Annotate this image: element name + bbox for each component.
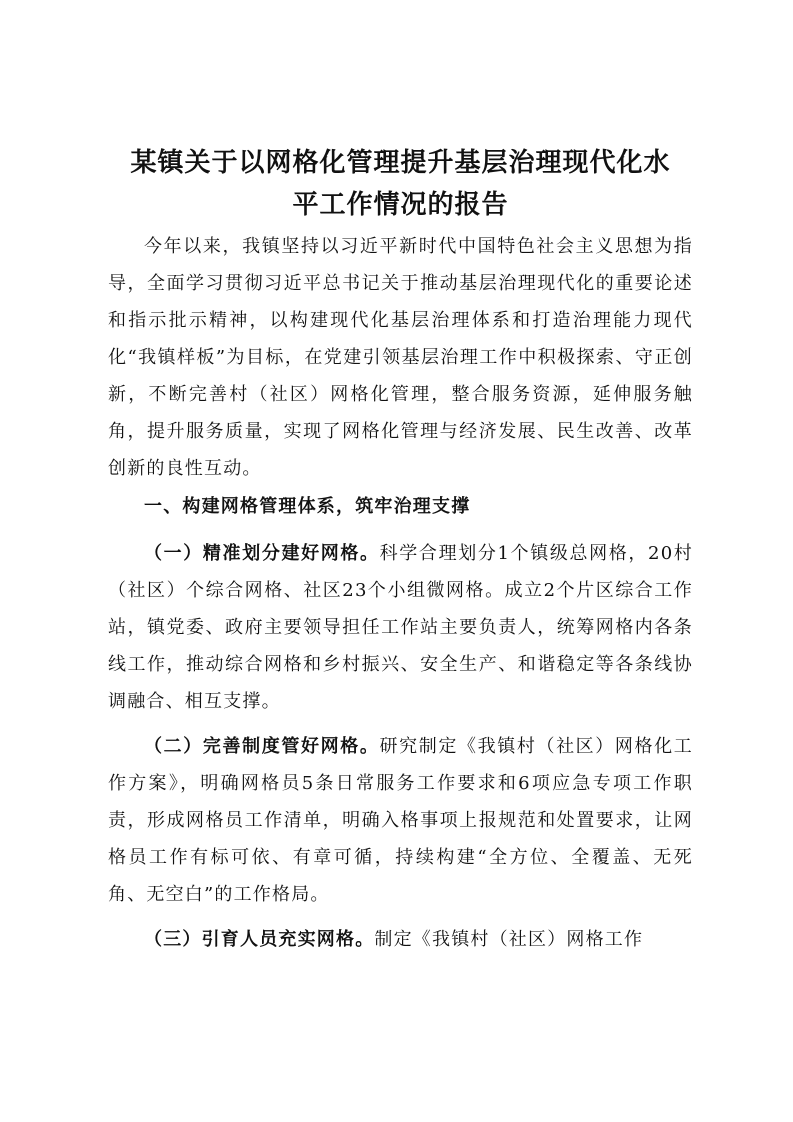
document-page	[108, 142, 693, 958]
subsection-paragraph-2	[108, 728, 693, 913]
subsection-body-1: 科学合理划分1个镇级总网格，20村（社区）个综合网格、社区23个小组微网格。成立2个片区综合工作站，镇党委、政府主要领导担任工作站主要负责人，统筹网格内各条线工作，推动综合网格和乡村振兴、安全生产、和谐稳定等各条线协调融合、相互支撑。	[108, 543, 693, 712]
section-heading-1: 一、构建网格管理体系，筑牢治理支撑	[144, 496, 471, 517]
title-line-2: 平工作情况的报告	[292, 190, 509, 220]
subsection-lead-1: （一）精准划分建好网格。	[144, 543, 380, 564]
subsection-paragraph-1	[108, 535, 693, 720]
subsection-lead-3: （三）引育人员充实网格。	[144, 929, 375, 950]
subsection-paragraph-3	[108, 921, 693, 958]
document-title	[108, 142, 693, 226]
subsection-body-3: 制定《我镇村（社区）网格工作	[374, 929, 644, 950]
intro-paragraph: 今年以来，我镇坚持以习近平新时代中国特色社会主义思想为指导，全面学习贯彻习近平总书记关于推动基层治理现代化的重要论述和指示批示精神，以构建现代化基层治理体系和打造治理能力现代化“我镇样板”为目标，在党建引领基层治理工作中积极探索、守正创新，不断完善村（社区）网格化管理，整合服务资源，延伸服务触角，提升服务质量，实现了网格化管理与经济发展、民生改善、改革创新的良性互动。	[108, 236, 693, 479]
subsection-lead-2: （二）完善制度管好网格。	[144, 736, 380, 757]
subsection-body-2: 研究制定《我镇村（社区）网格化工作方案》，明确网格员5条日常服务工作要求和6项应急专项工作职责，形成网格员工作清单，明确入格事项上报规范和处置要求，让网格员工作有标可依、有章可循，持续构建“全方位、全覆盖、无死角、无空白”的工作格局。	[108, 736, 693, 905]
title-line-1: 某镇关于以网格化管理提升基层治理现代化水	[130, 148, 671, 178]
